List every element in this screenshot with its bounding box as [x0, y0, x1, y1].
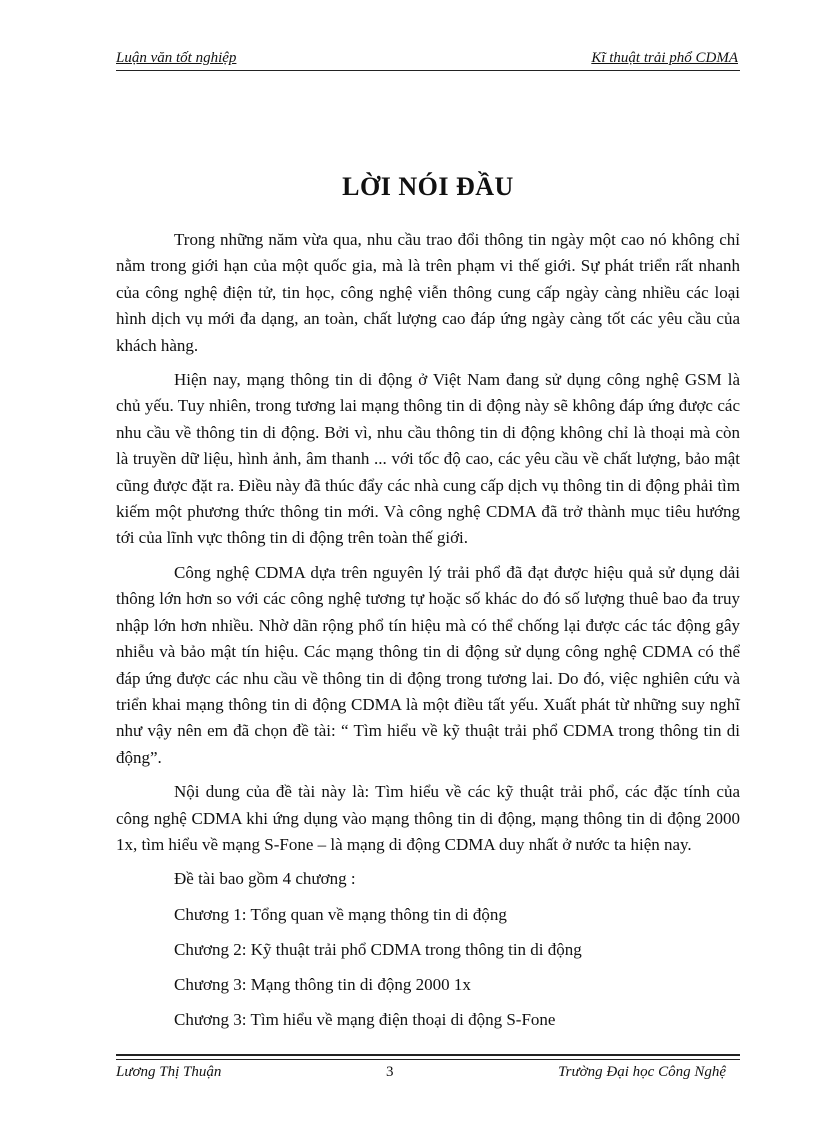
page-footer [116, 1050, 740, 1090]
chapter-item: Chương 3: Tìm hiểu về mạng điện thoại di động S-Fone [174, 1009, 556, 1029]
header-topic-label: Kĩ thuật trải phổ CDMA [591, 50, 738, 66]
paragraph: Công nghệ CDMA dựa trên nguyên lý trải phổ đã đạt được hiệu quả sử dụng dải thông lớn hơn so với các công nghệ tương tự hoặc số khác do đó số lượng thuê bao đa truy nhập lớn hơn nhiều. Nhờ dãn rộng phổ tín hiệu mà có thể chống lại được các tác động gây nhiễu và bảo mật tín hiệu. Các mạng thông tin di động sử dụng công nghệ CDMA có thể đáp ứng được các nhu cầu về thông tin di động trong tương lai. Do đó, việc nghiên cứu và triển khai mạng thông tin di động CDMA là một điều tất yếu. Xuất phát từ những suy nghĩ như vậy nên em đã chọn đề tài: “ Tìm hiểu về kỹ thuật trải phổ CDMA trong thông tin di động”. [116, 562, 740, 767]
chapter-item: Chương 1: Tổng quan về mạng thông tin di động [174, 904, 507, 924]
paragraph: Hiện nay, mạng thông tin di động ở Việt Nam đang sử dụng công nghệ GSM là chủ yếu. Tuy nhiên, trong tương lai mạng thông tin di động này sẽ không đáp ứng được các nhu cầu về thông tin di động. Bởi vì, nhu cầu thông tin di động không chỉ là thoại mà còn là truyền dữ liệu, hình ảnh, âm thanh ... với tốc độ cao, các yêu cầu về chất lượng, bảo mật cũng được đặt ra. Điều này đã thúc đẩy các nhà cung cấp dịch vụ thông tin di động phải tìm kiếm một phương thức thông tin mới. Và công nghệ CDMA đã trở thành mục tiêu hướng tới của lĩnh vực thông tin di động trên toàn thế giới. [116, 370, 740, 548]
footer-author: Lương Thị Thuận [116, 1064, 222, 1080]
page-number: 3 [386, 1064, 394, 1080]
page-title: LỜI NÓI ĐẦU [342, 172, 514, 201]
chapter-item: Chương 2: Kỹ thuật trải phổ CDMA trong thông tin di động [174, 939, 582, 959]
paragraph: Trong những năm vừa qua, nhu cầu trao đổi thông tin ngày một cao nó không chỉ nằm trong giới hạn của một quốc gia, mà là trên phạm vi thế giới. Sự phát triển rất nhanh của công nghệ điện tử, tin học, công nghệ viễn thông cung cấp ngày càng nhiều các loại hình dịch vụ mới đa dạng, an toàn, chất lượng cao đáp ứng ngày càng tốt các yêu cầu của khách hàng. [116, 230, 740, 355]
paragraph: Nội dung của đề tài này là: Tìm hiểu về các kỹ thuật trải phổ, các đặc tính của công nghệ CDMA khi ứng dụng vào mạng thông tin di động, mạng thông tin di động 2000 1x, tìm hiểu về mạng S-Fone – là mạng di động CDMA duy nhất ở nước ta hiện nay. [116, 782, 740, 854]
body-text [116, 227, 740, 1042]
footer-rule [116, 1054, 740, 1056]
page-header [116, 46, 740, 71]
footer-rule [116, 1059, 740, 1060]
chapter-list-intro: Đề tài bao gồm 4 chương : [174, 869, 356, 889]
chapter-item: Chương 3: Mạng thông tin di động 2000 1x [174, 974, 471, 994]
chapter-list [116, 902, 740, 1033]
header-thesis-label: Luận văn tốt nghiệp [116, 50, 237, 66]
footer-school: Trường Đại học Công Nghệ [558, 1064, 726, 1080]
